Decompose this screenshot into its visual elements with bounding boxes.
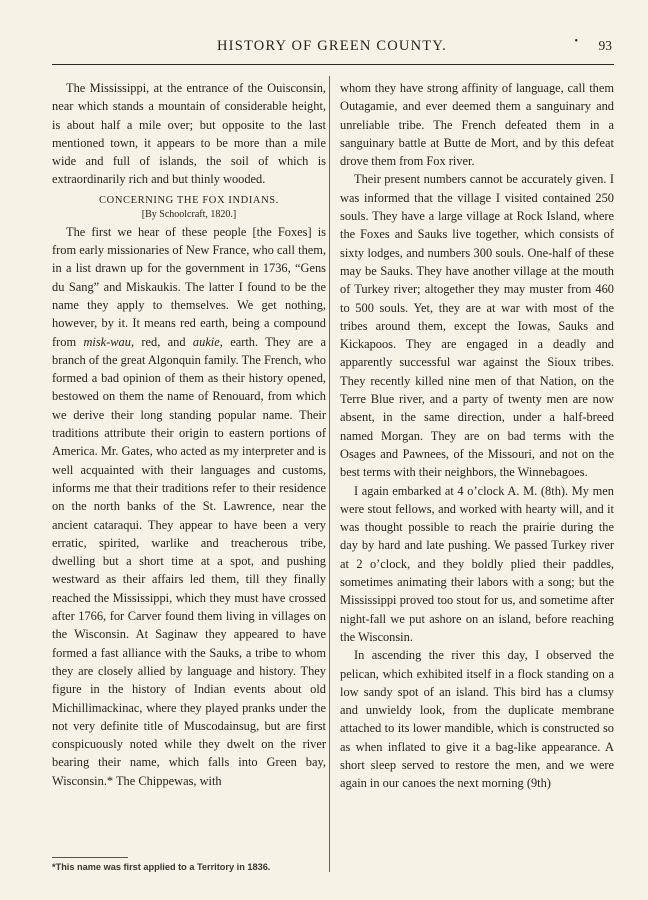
page-number: 93 xyxy=(598,38,612,53)
paragraph: I again embarked at 4 o’clock A. M. (8th). My men were stout fellows, and worked with hearty will, and it was thought possible to reach the prairie during the day by hard and late pushing. We passed Turkey river at 2 o’clock, and they boldly plied their paddles, sometimes animating their labors with a song; but the Mississippi proved too stout for us, and sometime after night-fall we put ashore on an island, before reaching the Wisconsin. xyxy=(340,483,614,644)
section-heading: CONCERNING THE FOX INDIANS. xyxy=(99,194,279,206)
right-column xyxy=(340,79,614,793)
paragraph: In ascending the river this day, I observed the pelican, which exhibited itself in a flock standing on a low sandy spot of an island. This bird has a clumsy and unwieldy look, from the duplicate membrane attached to its lower mandible, which is constructed so as when inflated to give it a bag-like appearance. A short sleep served to restore the men, and we were again in our canoes the next morning (9th) xyxy=(340,648,614,791)
page-mark: • xyxy=(574,36,578,47)
paragraph xyxy=(52,223,326,790)
paragraph: whom they have strong affinity of language, call them Outagamie, and ever deemed them a sanguinary and unreliable tribe. The French defeated them in a sanguinary battle at Butte de Mort, and by this defeat drove them from Fox river. xyxy=(340,81,614,169)
column-divider xyxy=(329,76,330,872)
text-run: , earth. They are a branch of the great Algonquin family. The French, who formed a bad opinion of them as their history opened, bestowed on them the name of Renouard, from which we derive their long standing popular name. Their traditions attribute their origin to eastern portions of America. Mr. Gates, who acted as my interpreter and is well acquainted with their languages and customs, informs me that their traditions refer to their residence on the north banks of the St. Lawrence, near the ancient cataraqui. They appear to have been a very erratic, spirited, warlike and treacherous tribe, dwelling but a short time at a spot, and pushing westward as their affairs led them, till they finally reached the Mississippi, which they must have crossed after 1766, for Carver found them living in villages on the Wisconsin. At Saginaw they appeared to have formed a fast alliance with the Sauks, a tribe to whom they are closely allied by language and history. They figure in the history of Indian events about old Michillimackinac, where they played pranks under the not very definite title of Muscodainsug, but are first conspicuously noted while they dwelt on the river bearing their name, which falls into Green bay, Wisconsin.* The Chippewas, with xyxy=(52,334,326,788)
running-title: HISTORY OF GREEN COUNTY. xyxy=(217,38,447,54)
paragraph: The Mississippi, at the entrance of the Ouisconsin, near which stands a mountain of considerable height, is about half a mile over; but opposite to the last mentioned town, it appears to be more than a mile wide and full of islands, the soil of which is extraordinarily rich and but thinly wooded. xyxy=(52,81,326,187)
section-byline: [By Schoolcraft, 1820.] xyxy=(141,208,237,220)
footnote-rule xyxy=(52,857,128,858)
italic-term: aukie xyxy=(192,334,220,349)
italic-term: misk-wau xyxy=(83,334,131,349)
text-run: , red, and xyxy=(130,334,193,349)
header-rule xyxy=(52,64,614,65)
left-column xyxy=(52,79,326,790)
paragraph: Their present numbers cannot be accurately given. I was informed that the village I visited contained 250 souls. They have a large village at Rock Island, where the Foxes and Sauks live together, which consists of sixty lodges, and numbers 300 souls. One-half of these may be Sauks. They have another village at the mouth of Turkey river; altogether they may muster from 460 to 500 souls. Yet, they are at war with most of the tribes around them, except the Iowas, Sauks and Kickapoos. They are engaged in a deadly and apparently successful war against the Sioux tribes. They recently killed nine men of that Nation, on the Terre Blue river, and a party of twenty men are now absent, in the same direction, under a half-breed named Morgan. They are on bad terms with the Osages and Pawnees, of the Missouri, and not on the best terms with their neighbors, the Winnebagoes. xyxy=(340,172,614,480)
text-run: The first we hear of these people [the Foxes] is from early missionaries of New France, who call them, in a list drawn up for the government in 1736, “Gens du Sang” and Miskaukis. The latter I found to be the name they apply to themselves. We get nothing, however, by it. It means red earth, being a compound from xyxy=(52,224,326,349)
footnote: *This name was first applied to a Territory in 1836. xyxy=(52,862,271,872)
running-header xyxy=(52,38,612,58)
